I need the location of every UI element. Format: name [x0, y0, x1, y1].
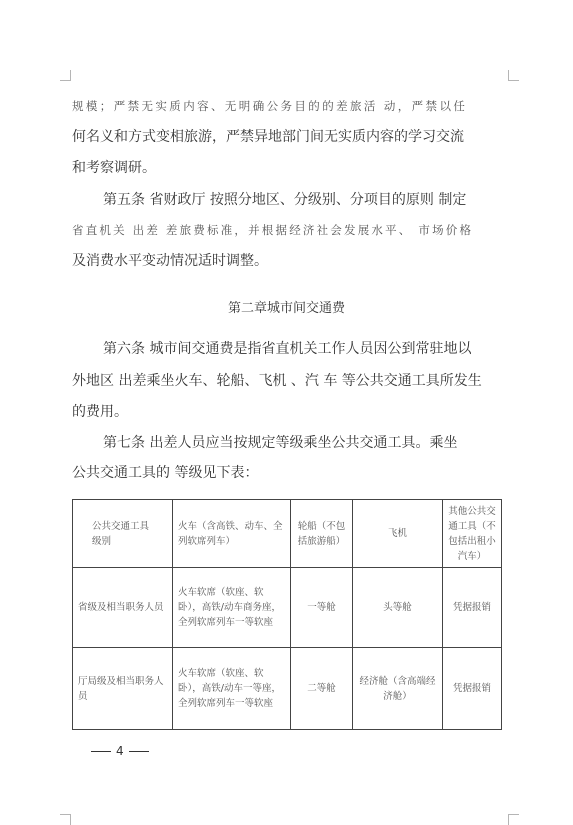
- table-row: [73, 568, 502, 648]
- article-5-line: 第五条 省财政厅 按照分地区、分级别、分项目的原则 制定: [103, 192, 467, 208]
- page-number: [86, 744, 154, 758]
- other-cell: 凭据报销: [443, 568, 502, 648]
- other-cell: 凭据报销: [443, 648, 502, 730]
- header-vehicle-label: 公共交通工具: [91, 520, 149, 532]
- header-plane: 飞机: [353, 500, 443, 568]
- article-6-line: 的费用。: [72, 404, 128, 420]
- header-ship: 轮船（不包括旅游船）: [291, 500, 353, 568]
- page-number-text: 4: [116, 744, 124, 758]
- article-6-line: 外地区 出差乘坐火车、轮船、飞机 、汽 车 等公共交通工具所发生: [72, 373, 482, 389]
- chapter-heading: 第二章城市间交通费: [227, 301, 345, 316]
- article-7-line: 第七条 出差人员应当按规定等级乘坐公共交通工具。乘坐: [103, 435, 458, 451]
- dash-left: [91, 751, 111, 752]
- corner-mark-top-right: [508, 70, 519, 81]
- train-cell: 火车软席（软座、软卧），高铁/动车商务座，全列软席列车一等软座: [173, 568, 291, 648]
- header-train: 火车（含高铁、动车、全列软席列车）: [173, 500, 291, 568]
- corner-mark-bottom-left: [60, 814, 71, 825]
- plane-cell: 经济舱（含高端经济舱）: [353, 648, 443, 730]
- table-row: [73, 648, 502, 730]
- article-5-line: 省直机关 出差 差旅费标准，并根据经济社会发展水平、 市场价格: [72, 223, 474, 237]
- header-corner-cell: [73, 500, 173, 568]
- corner-mark-bottom-right: [508, 814, 519, 825]
- header-other: 其他公共交通工具（不包括出租小汽车）: [443, 500, 502, 568]
- ship-cell: 二等舱: [291, 648, 353, 730]
- paragraph-line: 规模；严禁无实质内容、无明确公务目的的差旅活 动，严禁以任: [72, 99, 468, 113]
- level-cell: 厅局级及相当职务人员: [73, 648, 173, 730]
- table-header-row: [73, 500, 502, 568]
- ship-cell: 一等舱: [291, 568, 353, 648]
- level-cell: 省级及相当职务人员: [73, 568, 173, 648]
- plane-cell: 头等舱: [353, 568, 443, 648]
- article-7-line: 公共交通工具的 等级见下表：: [72, 465, 259, 481]
- article-5-line: 及消费水平变动情况适时调整。: [72, 253, 268, 269]
- train-cell: 火车软席（软座、软卧），高铁/动车一等座，全列软席列车一等软座: [173, 648, 291, 730]
- corner-mark-top-left: [60, 70, 71, 81]
- paragraph-line: 何名义和方式变相旅游，严禁异地部门间无实质内容的学习交流: [72, 129, 464, 145]
- paragraph-line: 和考察调研。: [72, 160, 156, 176]
- transport-class-table: [72, 499, 502, 730]
- header-level-label: 级别: [92, 535, 112, 547]
- dash-right: [129, 751, 149, 752]
- article-6-line: 第六条 城市间交通费是指省直机关工作人员因公到常驻地以: [103, 341, 472, 357]
